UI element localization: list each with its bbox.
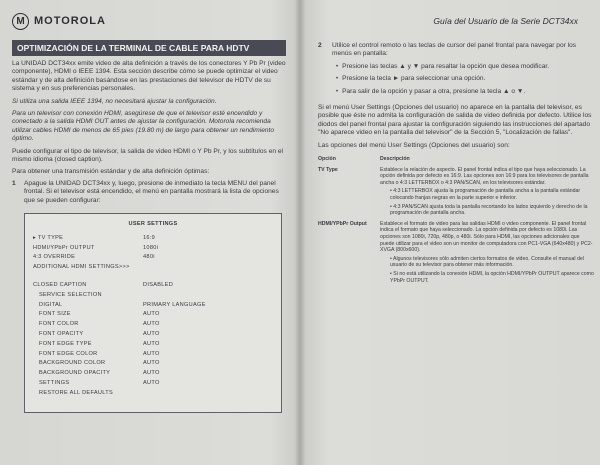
menu-row (33, 244, 273, 254)
menu-option: 4:3 OVERRIDE (33, 254, 76, 261)
ieee-note: Si utiliza una salida IEEE 1394, no necesitará ajustar la configuración. (12, 97, 217, 105)
list-item (318, 63, 594, 71)
user-settings-screen (24, 213, 282, 413)
brand-name: MOTOROLA (34, 15, 106, 27)
step-1 (12, 180, 286, 205)
menu-row (33, 253, 273, 263)
description-text: Establece la relación de aspecto. El panel frontal indica el tipo que haya seleccionado. La opción definida por defecto es 16:9. Las opciones son 16:9 para los televisores de pantalla ancha o 4:3 LETTERBOX o 4:3 PAN/SCAN, en los televisores estándar. (380, 166, 589, 186)
bullet-icon: • (390, 203, 394, 210)
menu-option: FONT SIZE (39, 311, 71, 318)
config-paragraph: Puede configurar el tipo de televisor, la salida de video HDMI o Y Pb Pr, y los subtítulos en el mismo idioma (closed caption). (12, 147, 283, 164)
header-option: Opción (318, 156, 336, 163)
menu-option: FONT OPACITY (39, 331, 84, 338)
description-subitem (380, 188, 594, 201)
menu-row (33, 310, 273, 320)
bullet-text: Para salir de la opción y pasar a otra, presione la tecla ▲ o ▼. (342, 87, 526, 95)
menu-value: AUTO (143, 360, 160, 367)
description-text: Establece el formato de video para las salidas HDMI o video componente. El panel frontal indica el formato que haya seleccionado. La opción definida por defecto es 1080i. Las opciones son 1080i, 720p, 480p, o 480i. Sólo para HDMI, las opciones adicionales que puede utilizar para el video son un monitor de computadora con PC1-VGA (640x480) y PC2-XVGA (800x600). (380, 220, 593, 254)
description-subitem (380, 256, 594, 269)
step-2 (318, 42, 594, 59)
subitem-text: Algunos televisores sólo admiten ciertos formatos de video. Consulte el manual del usuario de su televisor para obtener más información. (390, 255, 584, 269)
menu-value: AUTO (143, 311, 160, 318)
bullet-icon: • (336, 88, 339, 95)
table-header (318, 156, 594, 163)
menu-value: AUTO (143, 331, 160, 338)
menu-value: AUTO (143, 370, 160, 377)
option-name: TV Type (318, 166, 338, 173)
options-intro: Las opciones del menú User Settings (Opciones del usuario) son: (318, 141, 510, 149)
menu-option: DIGITAL (39, 301, 63, 308)
menu-value (143, 263, 273, 273)
bullet-icon: • (336, 63, 339, 70)
options-table (318, 156, 594, 284)
menu-value (143, 389, 273, 399)
menu-option: SERVICE SELECTION (39, 291, 102, 298)
menu-value: AUTO (143, 321, 160, 328)
menu-value: 480i (143, 254, 155, 261)
bullet-icon: • (390, 255, 393, 262)
menu-row (33, 281, 273, 291)
menu-row (33, 389, 273, 399)
right-page (304, 0, 600, 465)
menu-option: FONT EDGE COLOR (39, 350, 98, 357)
menu-value: AUTO (143, 380, 160, 387)
list-item (318, 75, 594, 83)
menu-value: AUTO (143, 340, 160, 347)
option-description (380, 221, 594, 284)
menu-value (143, 291, 273, 301)
left-page (0, 0, 296, 465)
intro-paragraph: La UNIDAD DCT34xx emite video de alta definición a través de los conectores Y Pb Pr (video componente), HDMI o IEEE 1394. Esta sección describe cómo se puede optimizar el video estándar y de alta definición basándose en las prestaciones del televisor de HDTV de su sistema y en sus preferencias personales. (12, 60, 286, 93)
brand-header (12, 10, 286, 32)
table-row (318, 167, 594, 217)
section-title: OPTIMIZACIÓN DE LA TERMINAL DE CABLE PARA HDTV (12, 40, 286, 56)
step-number: 2 (318, 42, 322, 49)
step-text: Utilice el control remoto o las teclas de cursor del panel frontal para navegar por los menús en pantalla: (332, 42, 577, 58)
menu-option: FONT COLOR (39, 321, 79, 328)
bullet-text: Presione las teclas ▲ y ▼ para resaltar la opción que desea modificar. (342, 62, 550, 70)
list-item (318, 88, 594, 96)
menu-value: DISABLED (143, 282, 174, 289)
subitem-text: 4:3 PAN/SCAN ajusta toda la pantalla recortando los lados izquierdo y derecho de la programación de pantalla ancha. (390, 203, 588, 217)
steps-intro: Para obtener una transmisión estándar y de alta definición óptimas: (12, 168, 210, 176)
menu-option: SETTINGS (39, 380, 70, 387)
subitem-text: 4:3 LETTERBOX ajusta la programación de pantalla ancha a la pantalla estándar colocando franjas negras en la parte superior e inferior. (390, 188, 581, 202)
option-name: HDMI/YPbPr Output (318, 220, 367, 227)
running-head: Guía del Usuario de la Serie DCT34xx (433, 16, 578, 26)
menu-row (33, 359, 273, 369)
menu-value: AUTO (143, 350, 160, 357)
menu-option: HDMI/YPbPr OUTPUT (33, 244, 95, 251)
menu-option: FONT EDGE TYPE (39, 340, 92, 347)
menu-value: 1080i (143, 244, 159, 251)
menu-row (33, 234, 273, 244)
menu-value: PRIMARY LANGUAGE (143, 301, 206, 308)
description-subitem (380, 204, 594, 217)
menu-row (33, 301, 273, 311)
menu-row (33, 350, 273, 360)
menu-option: BACKGROUND OPACITY (39, 370, 111, 377)
menu-row (33, 379, 273, 389)
step-text: Apague la UNIDAD DCT34xx y, luego, presione de inmediato la tecla MENU del panel frontal. Si el televisor está encendido, el menú en pantalla mostrará la lista de opciones que se pueden configurar: (24, 179, 279, 204)
bullet-icon: • (390, 270, 394, 277)
bullet-text: Presione la tecla ► para seleccionar una opción. (342, 75, 486, 83)
menu-option: RESTORE ALL DEFAULTS (39, 389, 113, 396)
menu-row (33, 369, 273, 379)
menu-row (33, 291, 273, 301)
menu-row (33, 340, 273, 350)
table-row (318, 221, 594, 284)
subitem-text: Si no está utilizando la conexión HDMI, la opción HDMI/YPbPr OUTPUT aparece como YPbPr OUTPUT. (390, 270, 594, 284)
screen-title: USER SETTINGS (128, 221, 178, 228)
menu-row (33, 320, 273, 330)
menu-value: 16:9 (143, 234, 156, 241)
option-description (380, 167, 594, 217)
motorola-logo-icon: M (12, 13, 29, 30)
bullet-icon: • (336, 76, 339, 83)
description-subitem (380, 271, 594, 284)
menu-option: ADDITIONAL HDMI SETTINGS>>> (33, 264, 130, 271)
menu-row (33, 330, 273, 340)
menu-option: BACKGROUND COLOR (39, 360, 106, 367)
fallback-paragraph: Si el menú User Settings (Opciones del usuario) no aparece en la pantalla del televisor, es posible que éste no admita la configuración de salida de video definida por defecto. Utilice los diodos del panel frontal para ajustar la configuración siguiendo las instrucciones del apartado "No aparece video en la pantalla del televisor" de la Sección 5, "Localización de fallas". (318, 104, 592, 137)
menu-option: ▸ TV TYPE (33, 234, 143, 244)
menu-option: CLOSED CAPTION (33, 282, 87, 289)
header-description: Descripción (380, 156, 410, 163)
bullet-icon: • (390, 188, 394, 195)
step-number: 1 (12, 179, 16, 187)
hdmi-note: Para un televisor con conexión HDMI, asegúrese de que el televisor esté encendido y conectado a la salida HDMI OUT antes de ajustar la configuración. Motorola recomienda utilizar cables HDMI de menos de 65 pies (19.80 m) de largo para obtener un rendimiento óptimo. (12, 110, 275, 143)
menu-row (33, 263, 273, 273)
